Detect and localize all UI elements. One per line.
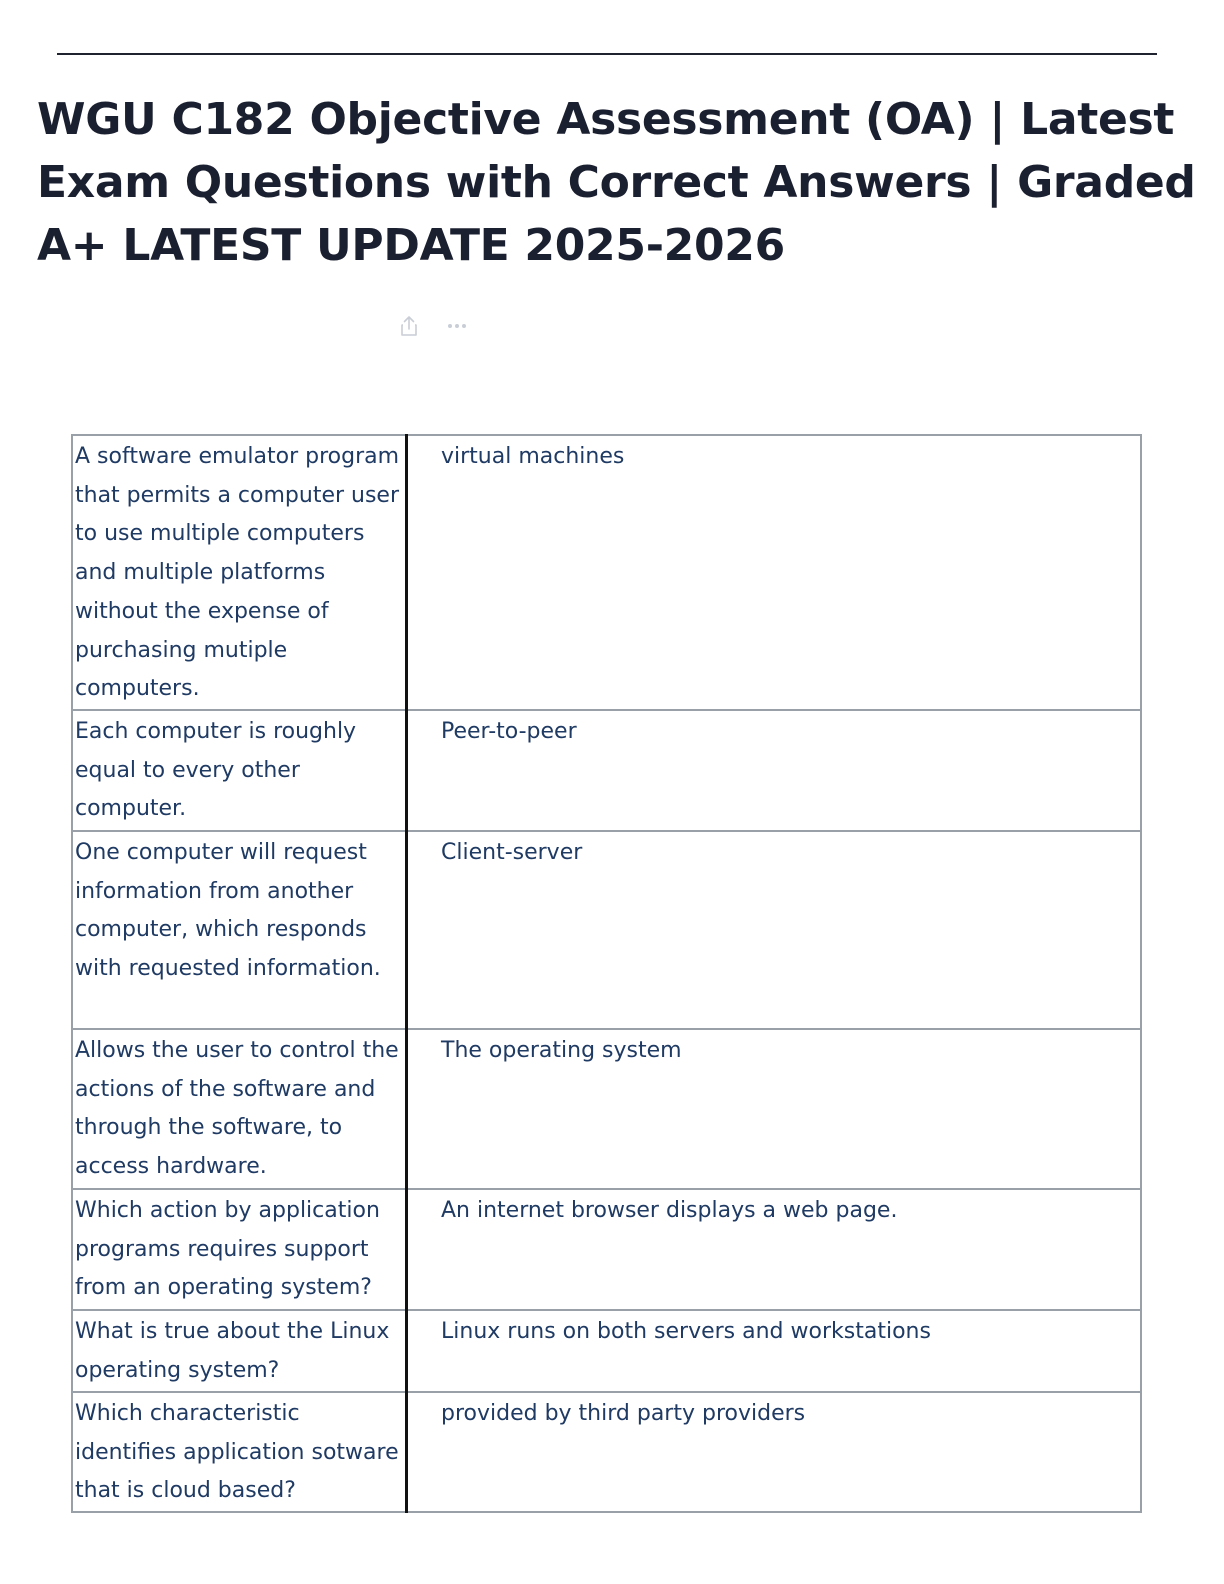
more-horizontal-icon[interactable] [446,314,468,338]
share-icon[interactable] [398,314,420,338]
table-row [72,1310,1141,1392]
term-cell: Which action by application programs requires support from an operating system? [72,1189,407,1310]
table-row [72,831,1141,1029]
top-divider [57,53,1157,55]
definition-cell: provided by third party providers [407,1392,1142,1512]
definition-cell: An internet browser displays a web page. [407,1189,1142,1310]
table-row [72,1189,1141,1310]
table-row [72,710,1141,831]
term-cell: A software emulator program that permits a computer user to use multiple computers and multiple platforms without the expense of purchasing mutiple computers. [72,435,407,710]
table-row [72,1029,1141,1189]
definition-cell: Peer-to-peer [407,710,1142,831]
flashcard-table [71,434,1142,1513]
term-cell: Allows the user to control the actions of the software and through the software, to access hardware. [72,1029,407,1189]
table-row [72,435,1141,710]
document-actions [398,314,468,338]
term-cell: Which characteristic identifies application sotware that is cloud based? [72,1392,407,1512]
table-row [72,1392,1141,1512]
term-cell: What is true about the Linux operating system? [72,1310,407,1392]
term-cell: One computer will request information from another computer, which responds with requested information. [72,831,407,1029]
term-cell: Each computer is roughly equal to every other computer. [72,710,407,831]
document-title: WGU C182 Objective Assessment (OA) | Latest Exam Questions with Correct Answers | Graded A+ LATEST UPDATE 2025-2026 [37,94,1196,271]
definition-cell: Linux runs on both servers and workstations [407,1310,1142,1392]
definition-cell: The operating system [407,1029,1142,1189]
definition-cell: virtual machines [407,435,1142,710]
definition-cell: Client-server [407,831,1142,1029]
